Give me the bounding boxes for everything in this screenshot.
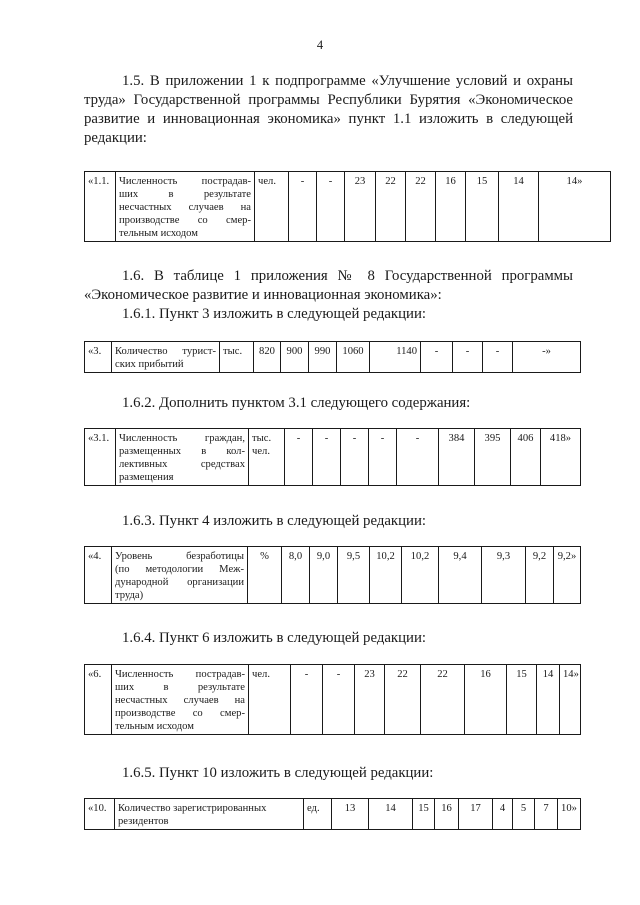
indicator-name: Уровень безработицы (по методологии Меж- дународной организации труда) — [112, 547, 248, 604]
value-cell: 9,3 — [482, 547, 526, 604]
value-cell: 22 — [406, 172, 436, 242]
value-cell: 1060 — [337, 342, 370, 373]
value-cell: 10,2 — [370, 547, 402, 604]
indicator-name: Численность пострадав- ших в результате несчастных случаев на производстве со смер- тельным исходом — [112, 665, 249, 735]
row-number: «6. — [85, 665, 112, 735]
value-cell: 14» — [539, 172, 611, 242]
value-cell: 23 — [355, 665, 385, 735]
value-cell: 9,2 — [526, 547, 554, 604]
heading-1-6-3: 1.6.3. Пункт 4 изложить в следующей редакции: — [122, 513, 426, 529]
table-row — [85, 665, 581, 735]
value-cell: 990 — [309, 342, 337, 373]
value-cell: 17 — [459, 799, 493, 830]
value-cell: 900 — [281, 342, 309, 373]
table-row — [85, 799, 581, 830]
table-row — [85, 172, 611, 242]
value-cell: 22 — [385, 665, 421, 735]
unit-cell: тыс. чел. — [249, 429, 285, 486]
unit-cell: тыс. — [220, 342, 254, 373]
value-cell: 10,2 — [402, 547, 439, 604]
row-number: «1.1. — [85, 172, 116, 242]
paragraph-1-6: 1.6. В таблице 1 приложения № 8 Государственной программы «Экономическое развитие и инновационная экономика»: — [84, 268, 573, 303]
value-cell: - — [317, 172, 345, 242]
table-item-1-1 — [84, 171, 611, 242]
value-cell: 13 — [332, 799, 369, 830]
heading-1-6-2: 1.6.2. Дополнить пунктом 3.1 следующего содержания: — [122, 395, 471, 411]
value-cell: 9,0 — [310, 547, 338, 604]
value-cell: - — [291, 665, 323, 735]
heading-1-6-4: 1.6.4. Пункт 6 изложить в следующей редакции: — [122, 630, 426, 646]
page-number: 4 — [316, 38, 324, 52]
value-cell: 8,0 — [282, 547, 310, 604]
value-cell: 14 — [369, 799, 413, 830]
value-cell: - — [289, 172, 317, 242]
value-cell: 23 — [345, 172, 376, 242]
value-cell: 9,4 — [439, 547, 482, 604]
paragraph-1-5: 1.5. В приложении 1 к подпрограмме «Улучшение условий и охраны труда» Государственной программы Республики Бурятия «Экономическое развитие и инновационная экономика» пункт 1.1 изложить в следующей редакции: — [84, 73, 573, 146]
value-cell: -» — [513, 342, 581, 373]
value-cell: 16 — [435, 799, 459, 830]
table-item-6 — [84, 664, 581, 735]
unit-cell: % — [248, 547, 282, 604]
value-cell: 22 — [421, 665, 465, 735]
value-cell: 14 — [499, 172, 539, 242]
value-cell: - — [369, 429, 397, 486]
value-cell: 16 — [436, 172, 466, 242]
value-cell: 16 — [465, 665, 507, 735]
value-cell: 406 — [511, 429, 541, 486]
value-cell: - — [285, 429, 313, 486]
unit-cell: чел. — [249, 665, 291, 735]
table-item-3-1 — [84, 428, 581, 486]
heading-1-6-1: 1.6.1. Пункт 3 изложить в следующей редакции: — [122, 306, 426, 322]
value-cell: 14 — [537, 665, 560, 735]
row-number: «10. — [85, 799, 115, 830]
value-cell: 384 — [439, 429, 475, 486]
row-number: «3.1. — [85, 429, 116, 486]
value-cell: 9,5 — [338, 547, 370, 604]
value-cell: 1140 — [370, 342, 421, 373]
table-item-3 — [84, 341, 581, 373]
value-cell: - — [313, 429, 341, 486]
value-cell: - — [453, 342, 483, 373]
value-cell: 15 — [413, 799, 435, 830]
unit-cell: ед. — [304, 799, 332, 830]
value-cell: 10» — [558, 799, 581, 830]
unit-cell: чел. — [255, 172, 289, 242]
value-cell: - — [397, 429, 439, 486]
value-cell: 7 — [535, 799, 558, 830]
value-cell: - — [483, 342, 513, 373]
value-cell: 820 — [254, 342, 281, 373]
value-cell: 14» — [560, 665, 581, 735]
value-cell: 418» — [541, 429, 581, 486]
table-row — [85, 342, 581, 373]
value-cell: - — [341, 429, 369, 486]
value-cell: 22 — [376, 172, 406, 242]
value-cell: 4 — [493, 799, 513, 830]
indicator-name: Количество зарегистрированных резидентов — [115, 799, 304, 830]
indicator-name: Количество турист- ских прибытий — [112, 342, 220, 373]
table-row — [85, 429, 581, 486]
heading-1-6-5: 1.6.5. Пункт 10 изложить в следующей редакции: — [122, 765, 434, 781]
value-cell: 15 — [507, 665, 537, 735]
row-number: «3. — [85, 342, 112, 373]
value-cell: 15 — [466, 172, 499, 242]
value-cell: - — [323, 665, 355, 735]
table-item-4 — [84, 546, 581, 604]
indicator-name: Численность граждан, размещенных в кол- лективных средствах размещения — [116, 429, 249, 486]
value-cell: 395 — [475, 429, 511, 486]
indicator-name: Численность пострадав- ших в результате несчастных случаев на производстве со смер- тельным исходом — [116, 172, 255, 242]
value-cell: 9,2» — [554, 547, 581, 604]
value-cell: - — [421, 342, 453, 373]
table-row — [85, 547, 581, 604]
row-number: «4. — [85, 547, 112, 604]
table-item-10 — [84, 798, 581, 830]
value-cell: 5 — [513, 799, 535, 830]
